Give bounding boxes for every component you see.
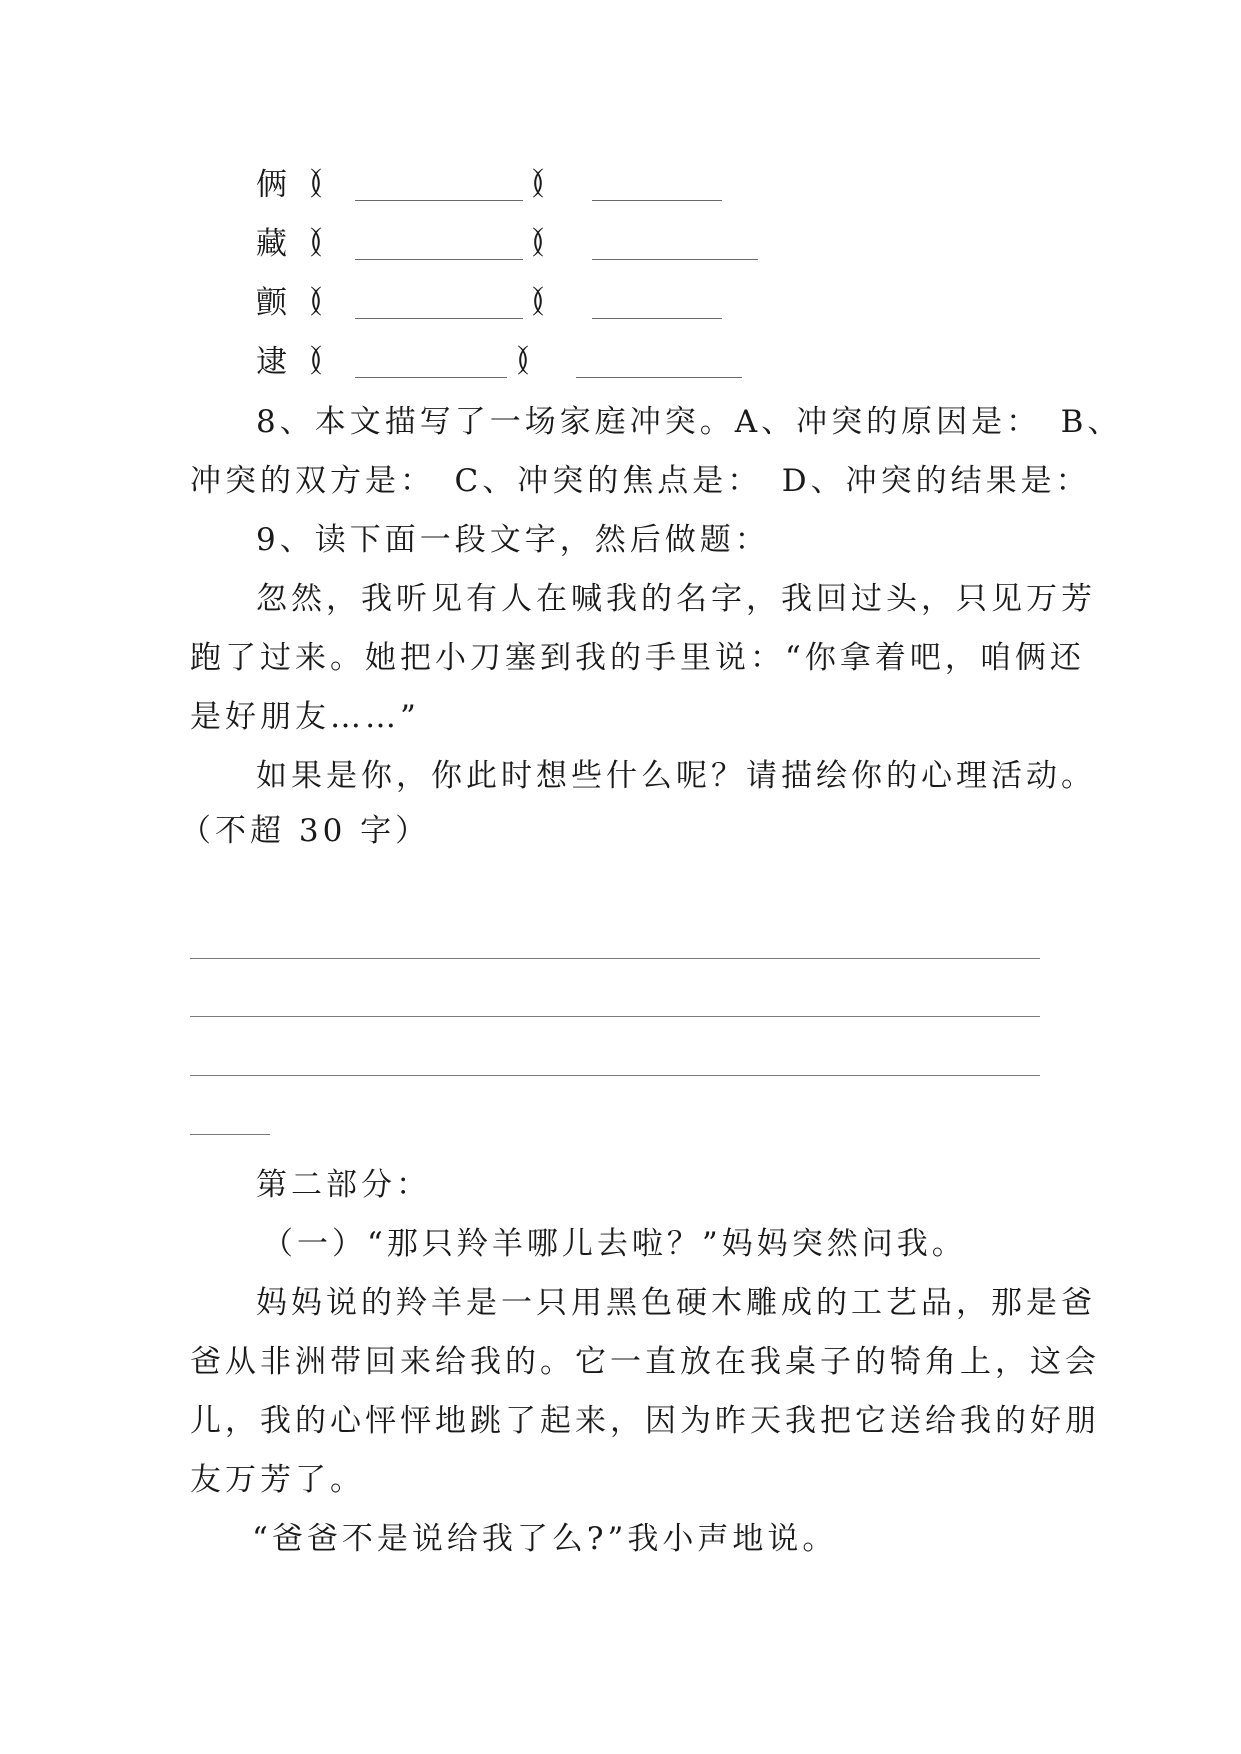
answer-line[interactable] [190,1134,270,1135]
vocab-char: 颤 [256,285,287,321]
paren-blank: （） [514,167,548,203]
answer-blank[interactable] [576,377,742,378]
passage-line-3: 是好朋友……” [190,699,420,735]
paren-blank: （） [292,344,326,380]
question-9-text: 如果是你，你此时想些什么呢？请描绘你的心理活动。 [256,758,1096,794]
answer-blank[interactable] [592,259,758,260]
paragraph-1-line-4: 友万芳了。 [190,1462,365,1498]
vocab-char: 藏 [256,226,287,262]
question-9-limit: （不超 30 字） [180,813,431,849]
passage-line-2: 跑了过来。她把小刀塞到我的手里说：“你拿着吧，咱俩还 [190,640,1085,676]
passage-line-1: 忽然，我听见有人在喊我的名字，我回过头，只见万芳 [256,581,1096,617]
answer-line[interactable] [190,958,1040,959]
question-8-line-2: 冲突的双方是： C、冲突的焦点是： D、冲突的结果是： [190,463,1091,499]
answer-blank[interactable] [355,318,523,319]
paragraph-1-line-2: 爸从非洲带回来给我的。它一直放在我桌子的犄角上，这会 [190,1344,1100,1380]
question-9-prompt: 9、读下面一段文字，然后做题： [256,522,770,558]
answer-line[interactable] [190,1075,1040,1076]
paragraph-2: “爸爸不是说给我了么?”我小声地说。 [252,1521,838,1557]
vocab-char: 逮 [256,344,287,380]
answer-line[interactable] [190,1016,1040,1017]
answer-blank[interactable] [355,200,523,201]
paren-blank: （） [292,226,326,262]
answer-blank[interactable] [355,259,523,260]
answer-blank[interactable] [592,200,722,201]
paren-blank: （） [499,344,533,380]
paragraph-1-line-3: 儿，我的心怦怦地跳了起来，因为昨天我把它送给我的好朋 [190,1403,1100,1439]
paren-blank: （） [514,226,548,262]
answer-blank[interactable] [592,318,722,319]
paren-blank: （） [292,285,326,321]
question-8-line-1: 8、本文描写了一场家庭冲突。A、冲突的原因是： B、 [256,404,1123,440]
answer-blank[interactable] [355,377,507,378]
part-2-heading: 第二部分： [256,1167,431,1203]
paren-blank: （） [514,285,548,321]
paragraph-1-line-1: 妈妈说的羚羊是一只用黑色硬木雕成的工艺品，那是爸 [256,1285,1096,1321]
paren-blank: （） [292,167,326,203]
section-1-title: （一）“那只羚羊哪儿去啦？”妈妈突然问我。 [262,1226,967,1262]
vocab-char: 俩 [256,167,287,203]
